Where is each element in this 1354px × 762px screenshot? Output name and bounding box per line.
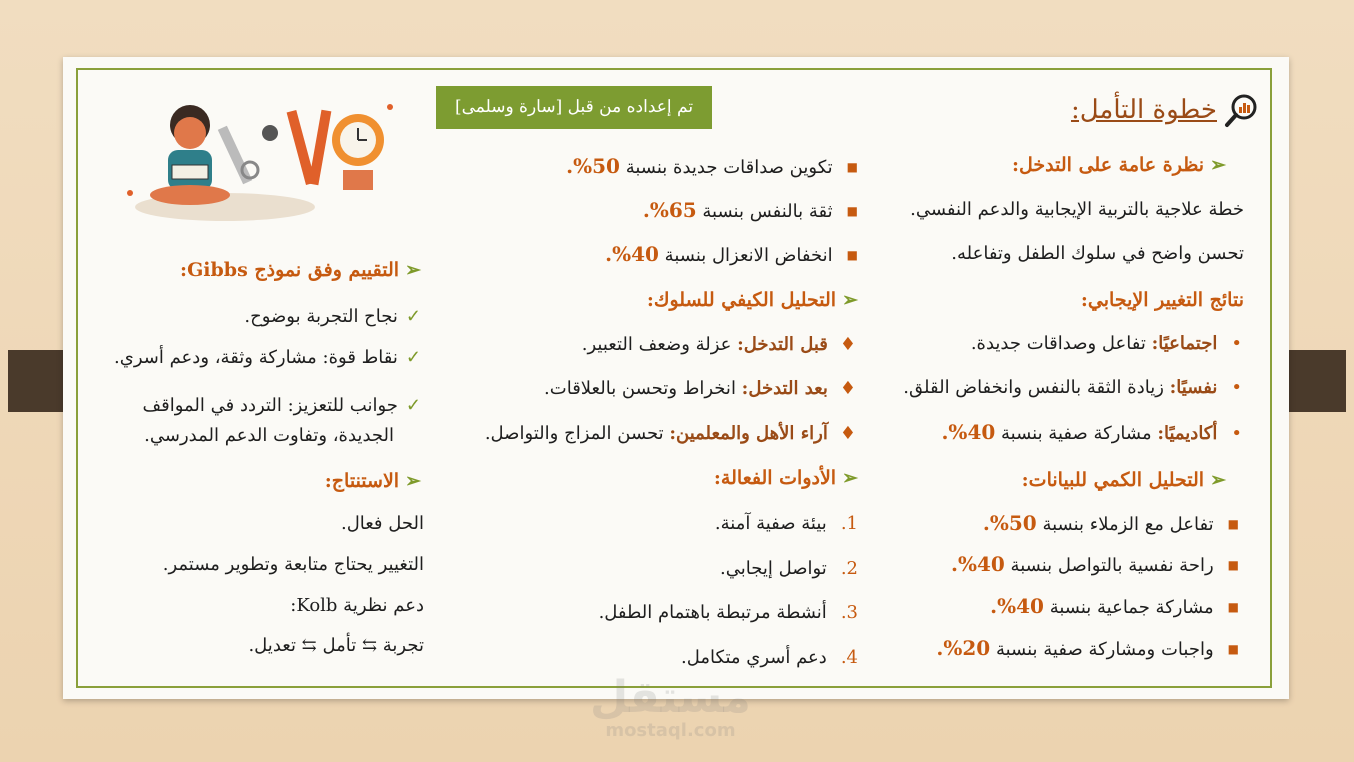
- conclusion-heading: ➢الاستنتاج:: [324, 470, 421, 492]
- conclusion-line-4: تجربة ⇆ تأمل ⇆ تعديل.: [248, 635, 424, 656]
- quant-item-3: ■مشاركة جماعية بنسبة 40%.: [990, 594, 1239, 618]
- result-psych: •نفسيًا: زيادة الثقة بالنفس وانخفاض القلق.: [903, 377, 1242, 398]
- results-heading: نتائج التغيير الإيجابي:: [1080, 289, 1244, 311]
- gibbs-item-2: ✓نقاط قوة: مشاركة وثقة، ودعم أسري.: [114, 347, 421, 368]
- watermark-main: مستقل: [590, 672, 751, 723]
- tools-heading: ➢الأدوات الفعالة:: [713, 467, 858, 489]
- tool-item-2: 2.تواصل إيجابي.: [720, 558, 858, 579]
- conclusion-line-2: التغيير يحتاج متابعة وتطوير مستمر.: [162, 554, 424, 575]
- qual-opinions: ♦آراء الأهل والمعلمين: تحسن المزاج والتواصل.: [484, 423, 856, 444]
- conclusion-line-1: الحل فعال.: [340, 513, 424, 534]
- overview-line-2: تحسن واضح في سلوك الطفل وتفاعله.: [951, 243, 1244, 264]
- gibbs-item-1: ✓نجاح التجربة بوضوح.: [244, 306, 421, 327]
- qual-before: ♦قبل التدخل: عزلة وضعف التعبير.: [581, 334, 856, 355]
- result-social: •اجتماعيًا: تفاعل وصداقات جديدة.: [970, 333, 1242, 354]
- overview-heading: ➢نظرة عامة على التدخل:: [1012, 154, 1226, 176]
- overview-line-1: خطة علاجية بالتربية الإيجابية والدعم النفسي.: [910, 199, 1244, 220]
- gibbs-item-3: ✓جوانب للتعزيز: التردد في المواقف: [142, 395, 421, 416]
- tool-item-1: 1.بيئة صفية آمنة.: [714, 513, 858, 534]
- watermark: [590, 672, 751, 741]
- result-academic: •أكاديميًا: مشاركة صفية بنسبة 40%.: [941, 420, 1242, 444]
- child-reading-illustration: [120, 95, 410, 225]
- tool-item-3: 3.أنشطة مرتبطة باهتمام الطفل.: [598, 602, 858, 623]
- quantitative-heading: ➢التحليل الكمي للبيانات:: [1021, 469, 1226, 491]
- quant-item-1: ■تفاعل مع الزملاء بنسبة 50%.: [982, 511, 1239, 535]
- gibbs-item-3-cont: الجديدة، وتفاوت الدعم المدرسي.: [144, 425, 394, 446]
- quant-item-2: ■راحة نفسية بالتواصل بنسبة 40%.: [951, 552, 1239, 576]
- qualitative-heading: ➢التحليل الكيفي للسلوك:: [646, 289, 858, 311]
- stat-item-2: ■ثقة بالنفس بنسبة 65%.: [642, 198, 858, 222]
- gibbs-heading: ➢التقييم وفق نموذج Gibbs:: [180, 259, 421, 281]
- quant-item-4: ■واجبات ومشاركة صفية بنسبة 20%.: [936, 636, 1239, 660]
- conclusion-line-3: دعم نظرية Kolb:: [290, 595, 424, 616]
- stat-item-1: ■تكوين صداقات جديدة بنسبة 50%.: [566, 154, 858, 178]
- page-title: خطوة التأمل:: [1070, 95, 1217, 125]
- magnifier-chart-icon: [1222, 93, 1262, 129]
- author-badge: تم إعداده من قبل [سارة وسلمى]: [436, 86, 712, 129]
- qual-after: ♦بعد التدخل: انخراط وتحسن بالعلاقات.: [544, 378, 856, 399]
- tool-item-4: 4.دعم أسري متكامل.: [681, 647, 858, 668]
- watermark-sub: mostaql.com: [605, 720, 736, 741]
- stat-item-3: ■انخفاض الانعزال بنسبة 40%.: [605, 242, 858, 266]
